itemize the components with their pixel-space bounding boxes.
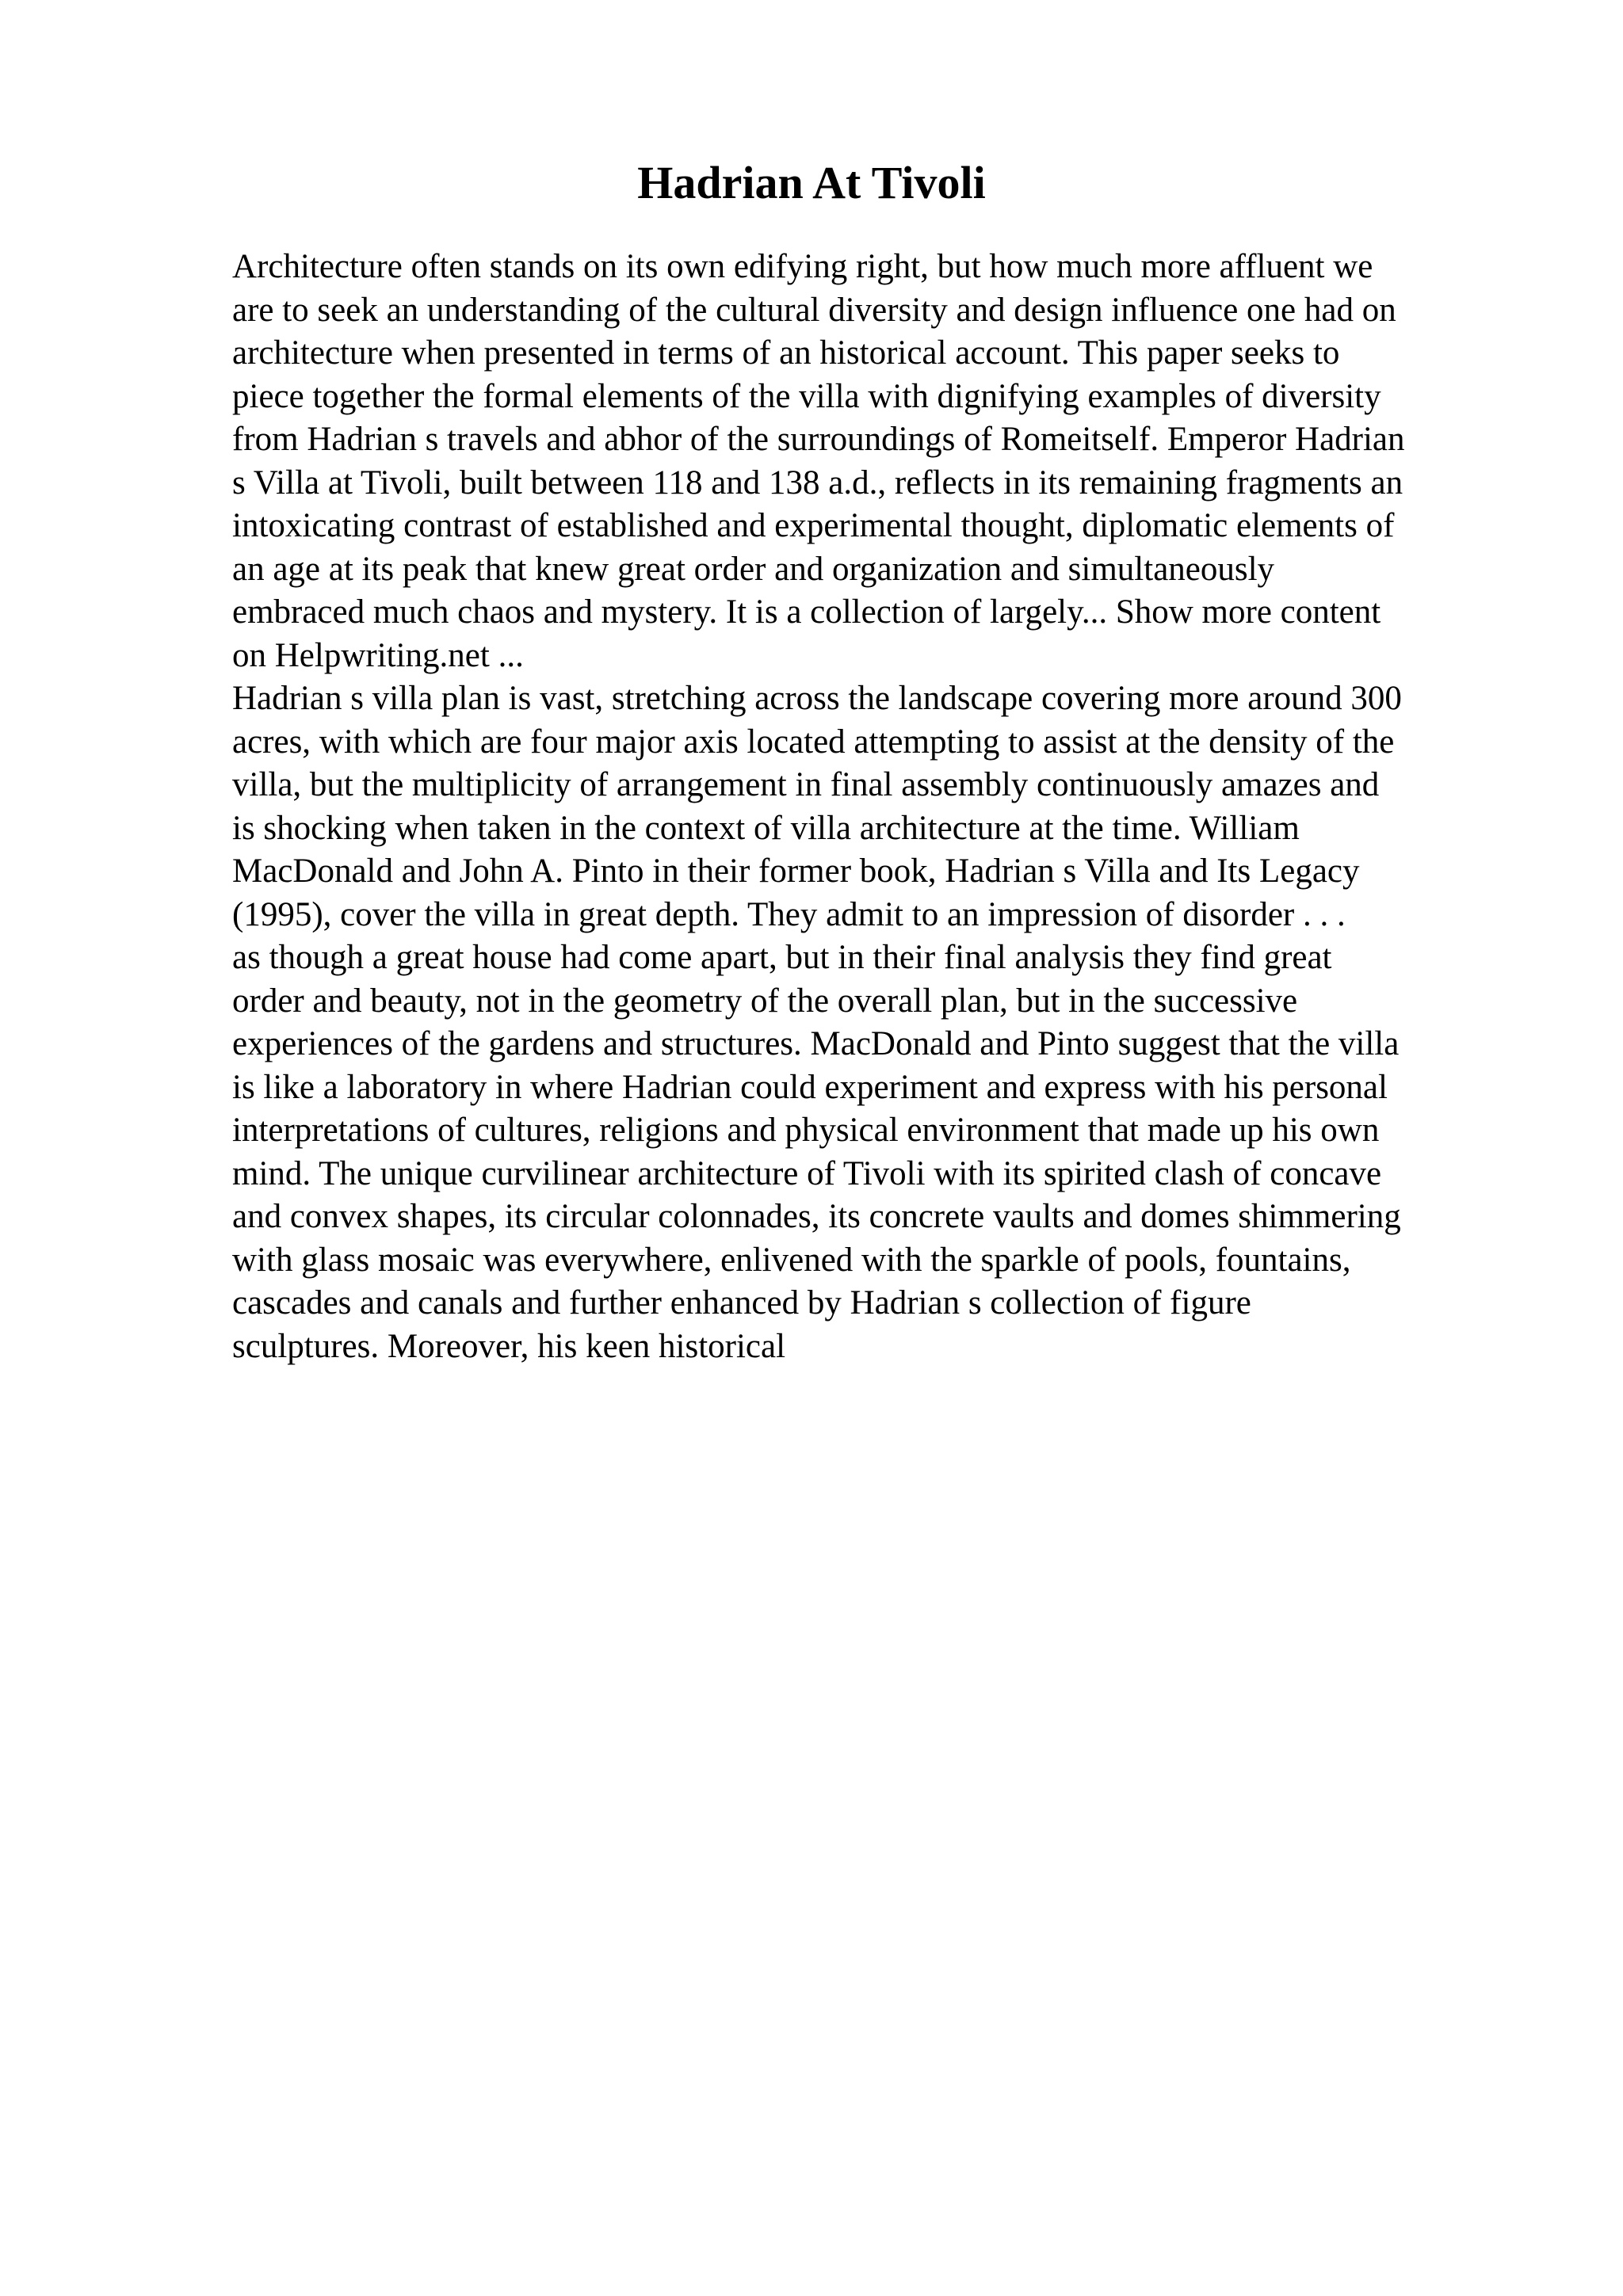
body-line: an age at its peak that knew great order and organization and simultaneously (232, 550, 1275, 588)
body-line: intoxicating contrast of established and experimental thought, diplomatic elements of (232, 507, 1395, 544)
body-line: acres, with which are four major axis located attempting to assist at the density of the (232, 723, 1395, 761)
body-line: piece together the formal elements of the villa with dignifying examples of diversity (232, 377, 1381, 415)
body-line: (1995), cover the villa in great depth. They admit to an impression of disorder . . . (232, 895, 1346, 933)
body-line: from Hadrian s travels and abhor of the surroundings of Romeitself. Emperor Hadrian (232, 421, 1405, 458)
body-line: are to seek an understanding of the cultural diversity and design influence one had on (232, 291, 1396, 329)
body-line: s Villa at Tivoli, built between 118 and 138 a.d., reflects in its remaining fragments an (232, 463, 1403, 502)
body-line: is like a laboratory in where Hadrian could experiment and express with his personal (232, 1068, 1388, 1106)
body-line: sculptures. Moreover, his keen historical (232, 1327, 786, 1365)
body-line: MacDonald and John A. Pinto in their former book, Hadrian s Villa and Its Legacy (232, 852, 1360, 890)
body-line: mind. The unique curvilinear architecture of Tivoli with its spirited clash of concave (232, 1154, 1382, 1192)
body-line: with glass mosaic was everywhere, enlivened with the sparkle of pools, fountains, (232, 1241, 1351, 1279)
body-line: Architecture often stands on its own edifying right, but how much more affluent we (232, 248, 1373, 285)
body-line: order and beauty, not in the geometry of the overall plan, but in the successive (232, 982, 1298, 1020)
body-line: and convex shapes, its circular colonnades, its concrete vaults and domes shimmering (232, 1198, 1401, 1235)
body-line: villa, but the multiplicity of arrangement in final assembly continuously amazes and (232, 766, 1380, 803)
document-title: Hadrian At Tivoli (637, 157, 986, 208)
document-body (232, 246, 1532, 1368)
body-line: interpretations of cultures, religions and physical environment that made up his own (232, 1112, 1380, 1149)
body-line: experiences of the gardens and structures. MacDonald and Pinto suggest that the villa (232, 1025, 1400, 1062)
body-line: Hadrian s villa plan is vast, stretching across the landscape covering more around 300 (232, 680, 1402, 717)
body-line: embraced much chaos and mystery. It is a collection of largely... Show more content (232, 593, 1381, 631)
body-line: as though a great house had come apart, but in their final analysis they find great (232, 939, 1332, 976)
body-line: architecture when presented in terms of an historical account. This paper seeks to (232, 334, 1340, 372)
body-line: is shocking when taken in the context of villa architecture at the time. William (232, 809, 1300, 847)
body-line: cascades and canals and further enhanced by Hadrian s collection of figure (232, 1284, 1251, 1322)
body-line: on Helpwriting.net ... (232, 636, 524, 674)
